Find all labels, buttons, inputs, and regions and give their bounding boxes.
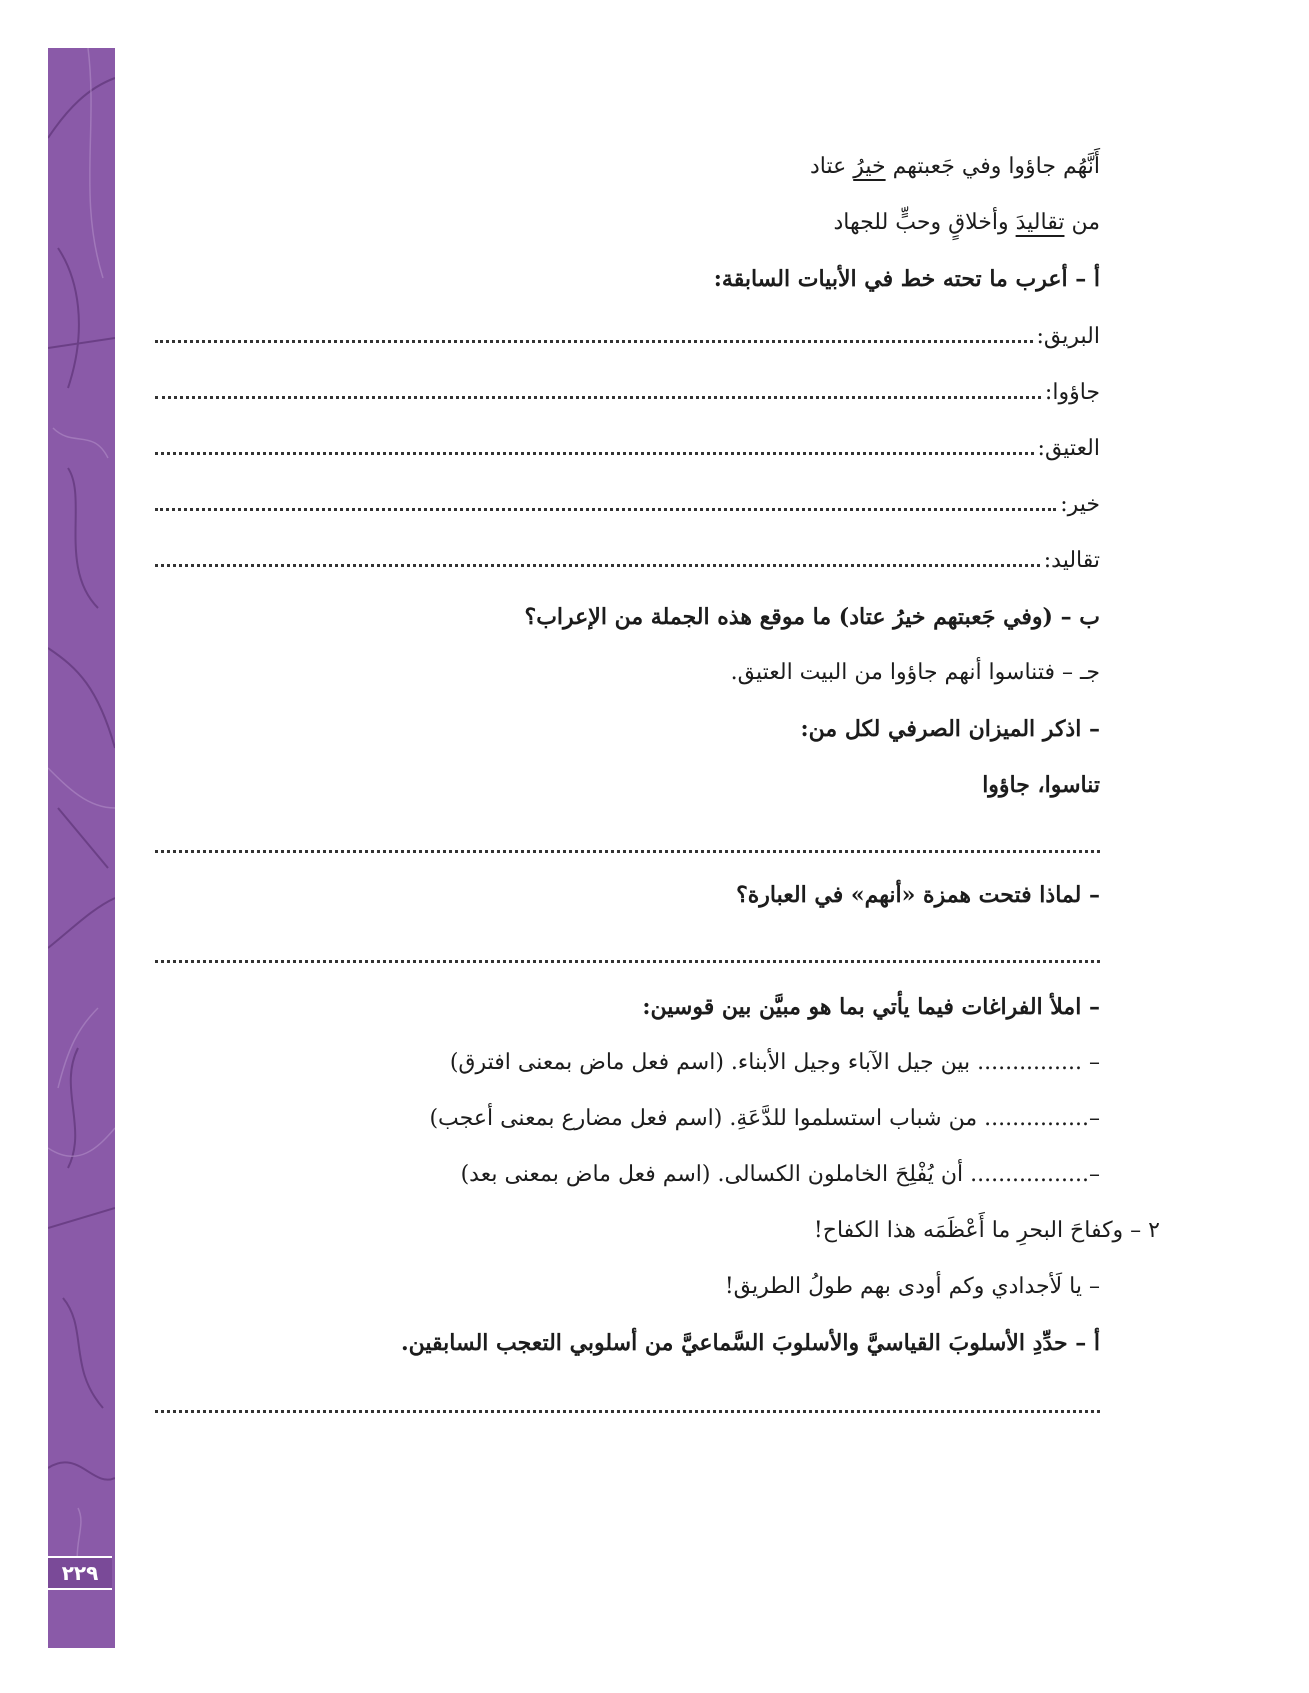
answer-blank[interactable] — [155, 320, 1033, 343]
answer-label: البريق: — [1036, 324, 1100, 349]
answer-line-taqalid[interactable] — [155, 544, 1100, 578]
question-c: جـ – فتناسوا أنهم جاؤوا من البيت العتيق. — [730, 660, 1100, 685]
poem-line-1 — [810, 150, 1100, 184]
answer-label: جاؤوا: — [1044, 380, 1100, 405]
answer-blank[interactable] — [155, 544, 1040, 567]
fill-blank-item-2[interactable]: –............... من شباب استسلموا للدَّعَةِ. (اسم فعل مضارع بمعنى أعجب) — [429, 1106, 1100, 1131]
question-c-sub1: – اذكر الميزان الصرفي لكل من: — [800, 716, 1100, 742]
question-2-line-1: ٢ – وكفاحَ البحرِ ما أَعْظَمَه هذا الكفاح! — [813, 1218, 1160, 1243]
sidebar-pattern — [48, 48, 115, 1648]
answer-blank[interactable] — [155, 432, 1034, 455]
answer-label: العتيق: — [1037, 436, 1100, 461]
fill-blank-item-3[interactable]: –................. أن يُفْلِحَ الخاملون الكسالى. (اسم فعل ماض بمعنى بعد) — [460, 1162, 1100, 1187]
answer-blank[interactable] — [155, 488, 1056, 511]
poem-line-1-end: عتاد — [809, 154, 854, 179]
fill-blank-item-1[interactable]: – ............... بين جيل الآباء وجيل الأبناء. (اسم فعل ماض بمعنى افترق) — [449, 1050, 1100, 1075]
poem-line-2-start: من — [1064, 210, 1100, 235]
poem-line-1-start: أَنَّهُم جاؤوا وفي جَعبتهم — [885, 154, 1100, 179]
underlined-word-khair: خيرُ — [853, 154, 886, 179]
answer-line-bariq[interactable] — [155, 320, 1100, 354]
page-number: ٢٢٩ — [48, 1556, 112, 1590]
answer-line-ateeq[interactable] — [155, 432, 1100, 466]
question-a-heading: أ – أعرب ما تحته خط في الأبيات السابقة: — [713, 266, 1100, 292]
question-c-words: تناسوا، جاؤوا — [982, 772, 1100, 798]
answer-blank-taajjub[interactable] — [155, 1410, 1100, 1413]
answer-label: خير: — [1060, 492, 1100, 517]
question-2-task: أ – حدِّدِ الأسلوبَ القياسيَّ والأسلوبَ السَّماعيَّ من أسلوبي التعجب السابقين. — [400, 1330, 1100, 1356]
poem-line-2-end: وأخلاقٍ وحبٍّ للجهاد — [833, 210, 1016, 235]
question-b: ب – (وفي جَعبتهم خيرُ عتاد) ما موقع هذه الجملة من الإعراب؟ — [524, 604, 1100, 630]
poem-line-2 — [833, 206, 1100, 240]
answer-blank[interactable] — [155, 376, 1041, 399]
question-2-line-2: – يا لَأجدادي وكم أودى بهم طولُ الطريق! — [724, 1274, 1100, 1299]
underlined-word-taqalid: تقاليدَ — [1015, 210, 1065, 235]
answer-label: تقاليد: — [1043, 548, 1100, 573]
question-c-sub2: – لماذا فتحت همزة «أنهم» في العبارة؟ — [736, 882, 1100, 908]
fill-blanks-heading: – املأ الفراغات فيما يأتي بما هو مبيَّن بين قوسين: — [642, 994, 1100, 1020]
answer-line-jaau[interactable] — [155, 376, 1100, 410]
answer-line-khair[interactable] — [155, 488, 1100, 522]
answer-blank-mizan[interactable] — [155, 850, 1100, 853]
answer-blank-hamza[interactable] — [155, 960, 1100, 963]
decorative-sidebar — [48, 48, 115, 1648]
